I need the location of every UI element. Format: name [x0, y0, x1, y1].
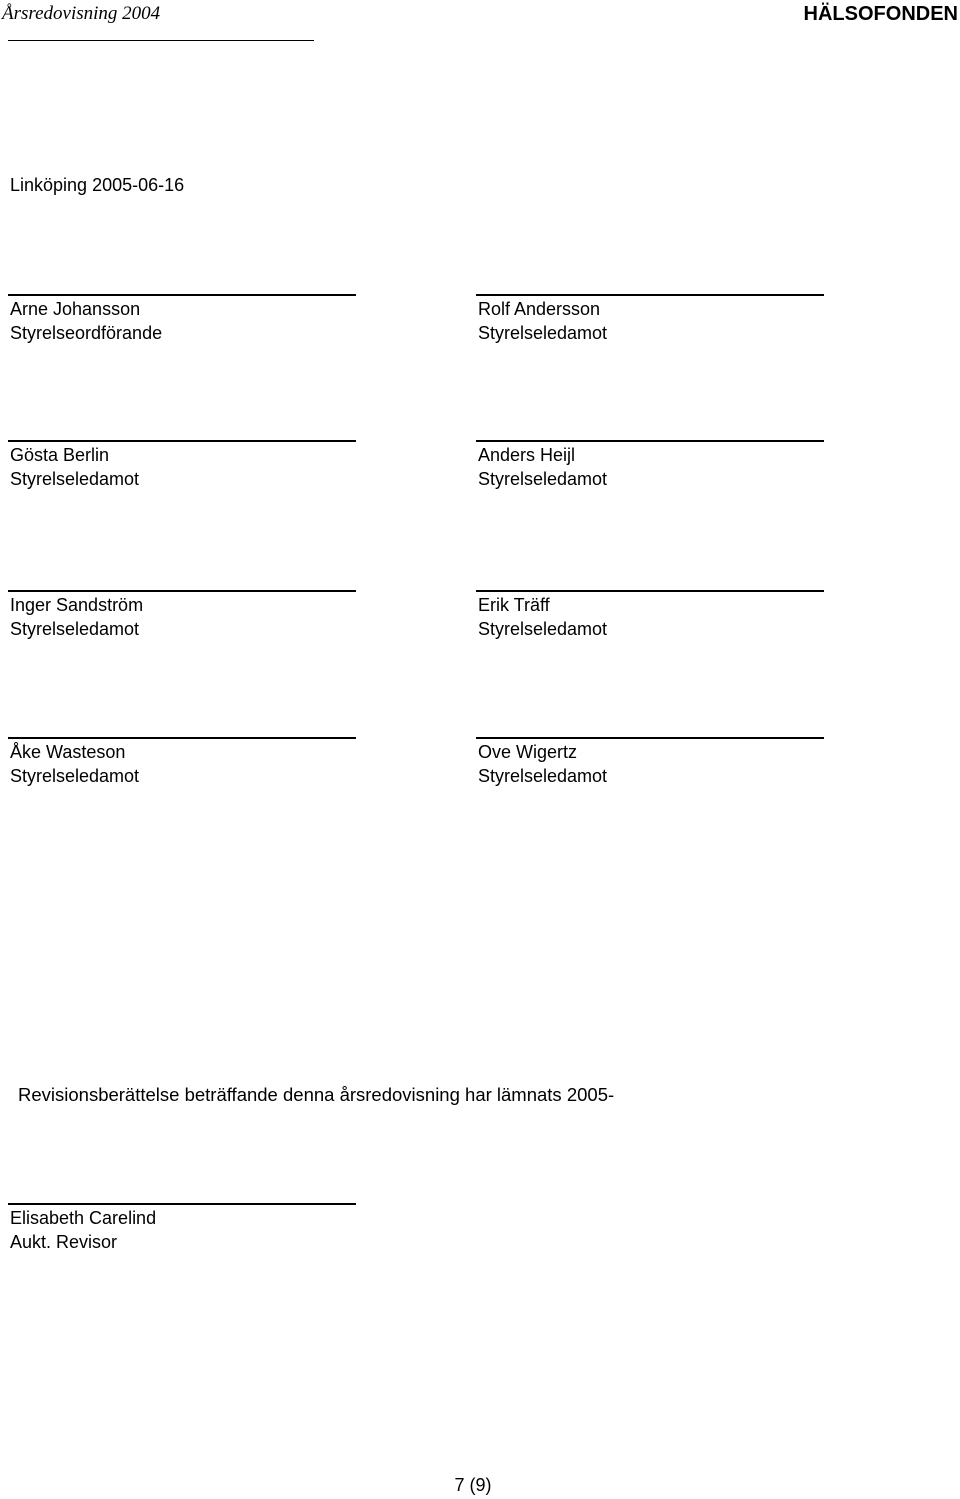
- signature-block: [8, 294, 358, 345]
- signature-line: [8, 590, 356, 592]
- document-title: Årsredovisning 2004: [2, 3, 161, 24]
- signatory-role: Styrelseledamot: [10, 619, 140, 639]
- organization-name: HÄLSOFONDEN: [803, 3, 958, 25]
- signature-line: [476, 294, 824, 296]
- auditor-signature-block: [8, 1203, 358, 1254]
- signature-line: [476, 440, 824, 442]
- audit-statement: Revisionsberättelse beträffande denna årsredovisning har lämnats 2005-: [18, 1084, 615, 1105]
- signature-block: [8, 590, 358, 641]
- signature-line: [476, 590, 824, 592]
- header-divider: [8, 40, 314, 41]
- signatory-name: Erik Träff: [478, 595, 550, 615]
- signatory-role: Styrelseledamot: [10, 469, 140, 489]
- signatory-role: Styrelseledamot: [478, 766, 608, 786]
- signatory-role: Styrelseledamot: [478, 469, 608, 489]
- signature-block: [476, 294, 826, 345]
- signatory-name: Åke Wasteson: [10, 742, 126, 762]
- signatory-name: Ove Wigertz: [478, 742, 578, 762]
- signatory-name: Arne Johansson: [10, 299, 141, 319]
- signature-block: [8, 440, 358, 491]
- signature-line: [8, 737, 356, 739]
- signatory-role: Styrelseordförande: [10, 323, 163, 343]
- signature-line: [8, 440, 356, 442]
- signature-line: [8, 294, 356, 296]
- signature-block: [476, 440, 826, 491]
- signature-line: [8, 1203, 356, 1205]
- signature-block: [8, 737, 358, 788]
- auditor-role: Aukt. Revisor: [10, 1232, 118, 1252]
- signatory-name: Gösta Berlin: [10, 445, 110, 465]
- signature-block: [476, 590, 826, 641]
- signatory-role: Styrelseledamot: [10, 766, 140, 786]
- place-and-date: Linköping 2005-06-16: [10, 175, 185, 195]
- signatory-role: Styrelseledamot: [478, 323, 608, 343]
- signature-block: [476, 737, 826, 788]
- page-number: 7 (9): [454, 1475, 492, 1495]
- signatory-role: Styrelseledamot: [478, 619, 608, 639]
- signatory-name: Rolf Andersson: [478, 299, 601, 319]
- signature-line: [476, 737, 824, 739]
- auditor-name: Elisabeth Carelind: [10, 1208, 157, 1228]
- signatory-name: Inger Sandström: [10, 595, 144, 615]
- signatory-name: Anders Heijl: [478, 445, 576, 465]
